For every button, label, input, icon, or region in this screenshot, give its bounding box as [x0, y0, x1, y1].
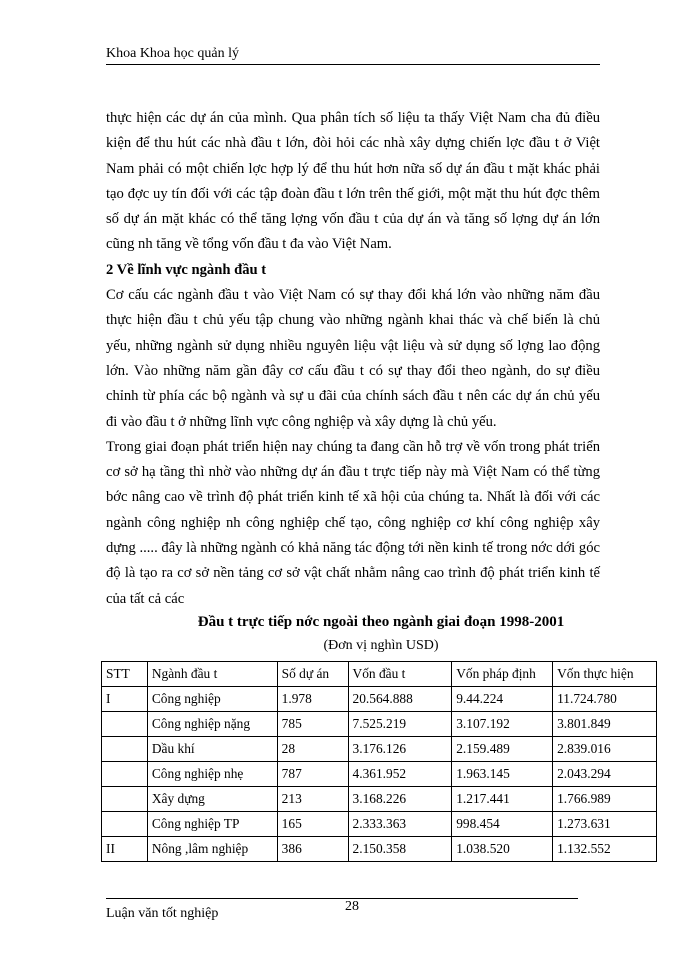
table-row — [102, 762, 657, 787]
table-cell — [102, 812, 148, 837]
table-cell: 2.159.489 — [452, 737, 553, 762]
table-cell: 1.273.631 — [553, 812, 657, 837]
table-cell — [102, 712, 148, 737]
table-cell: 1.132.552 — [553, 837, 657, 862]
table-cell: 3.176.126 — [348, 737, 452, 762]
table-cell: 20.564.888 — [348, 687, 452, 712]
table-row — [102, 787, 657, 812]
table-cell: 2.839.016 — [553, 737, 657, 762]
table-cell: 1.766.989 — [553, 787, 657, 812]
column-header: Số dự án — [277, 662, 348, 687]
table-cell: 1.978 — [277, 687, 348, 712]
page-number: 28 — [345, 899, 359, 914]
table-cell: 7.525.219 — [348, 712, 452, 737]
table-row — [102, 712, 657, 737]
table-body — [102, 687, 657, 862]
table-cell: 165 — [277, 812, 348, 837]
table-cell: Xây dựng — [147, 787, 277, 812]
table-cell: Công nghiệp — [147, 687, 277, 712]
table-row — [102, 837, 657, 862]
table-caption: Đầu t trực tiếp nớc ngoài theo ngành giai đoạn 1998-2001 — [197, 614, 565, 630]
column-header: Vốn pháp định — [452, 662, 553, 687]
table-cell: 2.150.358 — [348, 837, 452, 862]
table-cell: 9.44.224 — [452, 687, 553, 712]
table-cell: Công nghiệp TP — [147, 812, 277, 837]
table-cell: I — [102, 687, 148, 712]
table-cell: 785 — [277, 712, 348, 737]
header-rule — [106, 64, 600, 65]
table-cell — [102, 762, 148, 787]
body-text — [106, 106, 600, 612]
column-header: Vốn đầu t — [348, 662, 452, 687]
column-header: Vốn thực hiện — [553, 662, 657, 687]
table-cell: 4.361.952 — [348, 762, 452, 787]
table-unit: (Đơn vị nghìn USD) — [323, 638, 439, 653]
page-header: Khoa Khoa học quản lý — [106, 46, 239, 61]
footer-label: Luận văn tốt nghiệp — [106, 906, 219, 921]
column-header: STT — [102, 662, 148, 687]
table-cell: 1.963.145 — [452, 762, 553, 787]
table-cell: 3.168.226 — [348, 787, 452, 812]
table-row — [102, 812, 657, 837]
table-cell: Nông ,lâm nghiệp — [147, 837, 277, 862]
table-cell: Công nghiệp nhẹ — [147, 762, 277, 787]
table-cell: 28 — [277, 737, 348, 762]
table-header-row — [102, 662, 657, 687]
table-cell: 11.724.780 — [553, 687, 657, 712]
footer-rule — [106, 898, 578, 899]
table-cell: 2.043.294 — [553, 762, 657, 787]
paragraph-2: Cơ cấu các ngành đầu t vào Việt Nam có sự thay đổi khá lớn vào những năm đầu thực hiện đầu t chủ yếu tập chung vào những ngành khai thác và chế biến là chủ yếu, những ngành sử dụng nhiều nguyên liệu vật liệu và sử dụng số lợng lao động lớn. Vào những năm gần đây cơ cấu đầu t có sự thay đổi theo ngành, do sự điều chỉnh từ phía các bộ ngành và sự u đãi của chính sách đầu t nên các dự án chủ yếu đi vào đầu t ở những lĩnh vực công nghiệp và xây dựng là chủ yếu. — [106, 287, 600, 430]
investment-table — [101, 661, 657, 862]
table-cell — [102, 737, 148, 762]
table-row — [102, 687, 657, 712]
table-cell: II — [102, 837, 148, 862]
table-cell: 2.333.363 — [348, 812, 452, 837]
paragraph-3: Trong giai đoạn phát triển hiện nay chúng ta đang cần hỗ trợ về vốn trong phát triển cơ sở hạ tầng thì nhờ vào những dự án đầu t trực tiếp này mà Việt Nam có thể từng bớc nâng cao về trình độ phát triển kinh tế xã hội của chúng ta. Nhất là đối với các ngành công nghiệp nh công nghiệp chế tạo, công nghiệp cơ khí công nghiệp xây dựng ..... đây là những ngành có khả năng tác động tới nền kinh tế trong nớc dới góc độ là tạo ra cơ sở nền tảng cơ sở vật chất nhằm nâng cao trình độ phát triển kinh tế của tất cả các — [106, 438, 600, 607]
paragraph-1: thực hiện các dự án của mình. Qua phân tích số liệu ta thấy Việt Nam cha đủ điều kiện để thu hút các nhà đầu t lớn, đòi hỏi các nhà xây dựng chiến lợc đầu t ở Việt Nam phải có một chiến lợc hợp lý để thu hút hơn nữa số dự án đầu t mặt khác phải tạo đợc uy tín đối với các tập đoàn đầu t lớn trên thế giới, một mặt thu hút đợc thêm số dự án mặt khác có thể tăng lợng vốn đầu t của dự án và tăng số lợng dự án lớn cũng nh tăng về tổng vốn đầu t đa vào Việt Nam. — [106, 110, 600, 253]
table-cell: 213 — [277, 787, 348, 812]
table-row — [102, 737, 657, 762]
table-cell: 386 — [277, 837, 348, 862]
table-cell: 998.454 — [452, 812, 553, 837]
section-heading: 2 Về lĩnh vực ngành đầu t — [106, 261, 267, 278]
table-cell — [102, 787, 148, 812]
table-cell: 3.107.192 — [452, 712, 553, 737]
table-head — [102, 662, 657, 687]
table-cell: 1.217.441 — [452, 787, 553, 812]
table-cell: 3.801.849 — [553, 712, 657, 737]
table-cell: Công nghiệp nặng — [147, 712, 277, 737]
table-cell: 1.038.520 — [452, 837, 553, 862]
table-cell: 787 — [277, 762, 348, 787]
table-cell: Dầu khí — [147, 737, 277, 762]
column-header: Ngành đầu t — [147, 662, 277, 687]
